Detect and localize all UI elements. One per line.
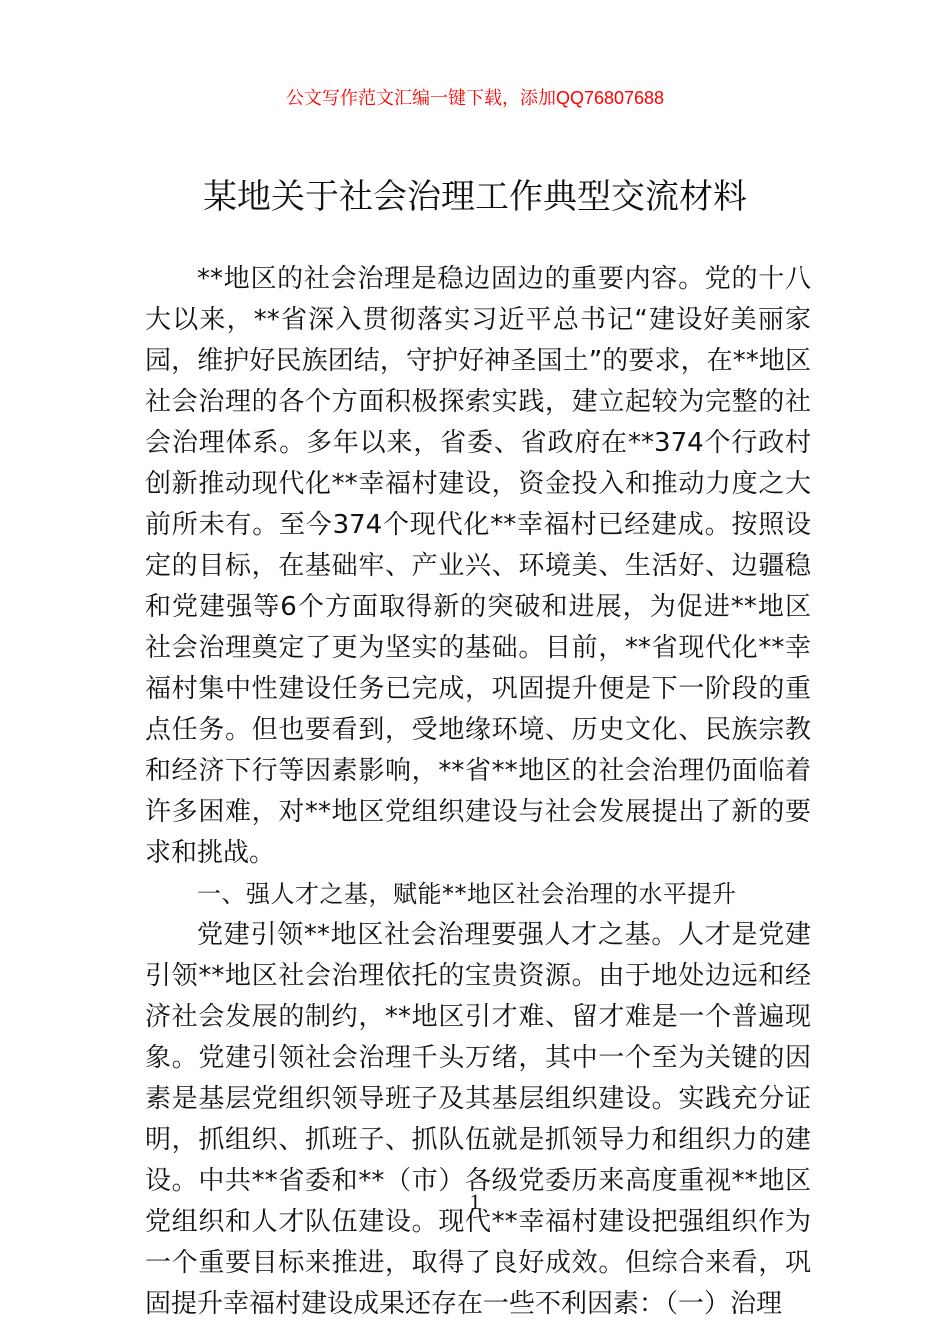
page-number: 1: [469, 1189, 481, 1214]
download-banner: 公文写作范文汇编一键下载，添加QQ76807688: [285, 88, 665, 108]
section-heading: 一、强人才之基，赋能**地区社会治理的水平提升: [197, 880, 737, 908]
document-title: 某地关于社会治理工作典型交流材料: [203, 177, 747, 217]
intro-paragraph: **地区的社会治理是稳边固边的重要内容。党的十八大以来，**省深入贯彻落实习近平总书记“建设好美丽家园，维护好民族团结，守护好神圣国土”的要求，在**地区社会治理的各个方面积极探索实践，建立起较为完整的社会治理体系。多年以来，省委、省政府在**374个行政村创新推动现代化**幸福村建设，资金投入和推动力度之大前所未有。至今374个现代化**幸福村已经建成。按照设定的目标，在基础牢、产业兴、环境美、生活好、边疆稳和党建强等6个方面取得新的突破和进展，为促进**地区社会治理奠定了更为坚实的基础。目前，**省现代化**幸福村集中性建设任务已完成，巩固提升便是下一阶段的重点任务。但也要看到，受地缘环境、历史文化、民族宗教和经济下行等因素影响，**省**地区的社会治理仍面临着许多困难，对**地区党组织建设与社会发展提出了新的要求和挑战。: [145, 264, 811, 868]
document-body: [145, 259, 811, 1325]
section-paragraph: 党建引领**地区社会治理要强人才之基。人才是党建引领**地区社会治理依托的宝贵资源。由于地处边远和经济社会发展的制约，**地区引才难、留才难是一个普遍现象。党建引领社会治理千头万绪，其中一个至为关键的因素是基层党组织领导班子及其基层组织建设。实践充分证明，抓组织、抓班子、抓队伍就是抓领导力和组织力的建设。中共**省委和**（市）各级党委历来高度重视**地区党组织和人才队伍建设。现代**幸福村建设把强组织作为一个重要目标来推进，取得了良好成效。但综合来看，巩固提升幸福村建设成果还存在一些不利因素：（一）治理: [145, 920, 811, 1319]
